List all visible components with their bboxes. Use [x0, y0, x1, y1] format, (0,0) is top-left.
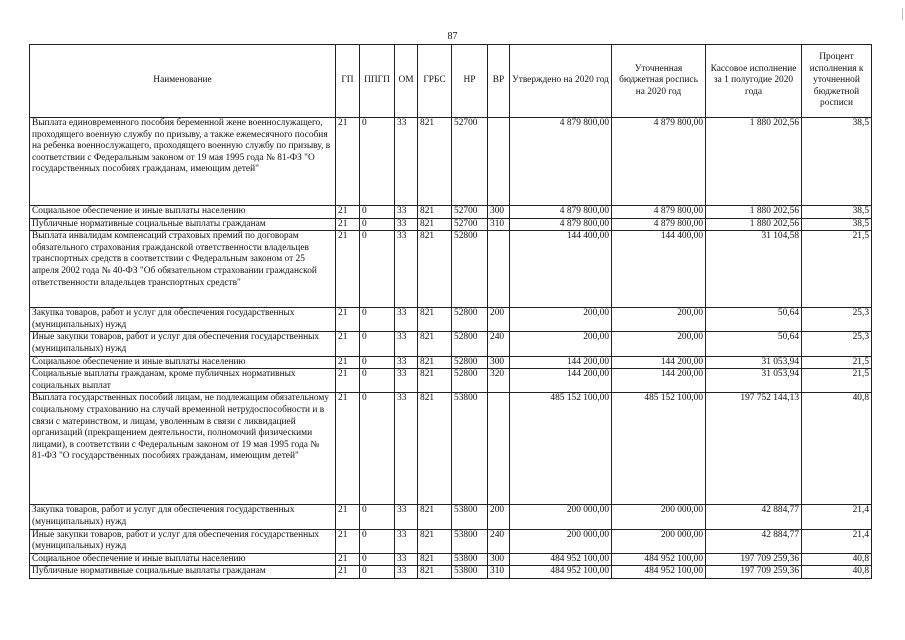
cell-gp: 21 [336, 332, 360, 356]
header-grbs: ГРБС [418, 45, 452, 118]
header-percent: Процент исполнения к уточненной бюджетной росписи [802, 45, 872, 118]
cell-nr: 52800 [452, 231, 488, 308]
page-edge-mark [902, 8, 903, 20]
cell-om: 33 [395, 369, 418, 393]
cell-om: 33 [395, 393, 418, 505]
cell-ppgp: 0 [360, 118, 395, 206]
cell-name: Выплата инвалидам компенсаций страховых премий по договорам обязательного страхования гражданской ответственности владельцев транспортных средств в соответствии с Федеральным законом от 25 апреля 2002 года № 40-ФЗ "Об обязательном страховании гражданской ответственности владельцев транспортных средств" [30, 231, 336, 308]
table-row [30, 369, 872, 393]
table-row [30, 206, 872, 219]
cell-cash: 42 884,77 [706, 529, 802, 553]
cell-approved: 200 000,00 [510, 529, 612, 553]
cell-gp: 21 [336, 231, 360, 308]
cell-name: Публичные нормативные социальные выплаты гражданам [30, 566, 336, 579]
cell-nr: 53800 [452, 393, 488, 505]
cell-approved: 4 879 800,00 [510, 118, 612, 206]
cell-om: 33 [395, 218, 418, 231]
cell-grbs: 821 [418, 553, 452, 566]
cell-om: 33 [395, 566, 418, 579]
cell-om: 33 [395, 118, 418, 206]
cell-name: Выплата единовременного пособия беременной жене военнослужащего, проходящего военную службу по призыву, а также ежемесячного пособия на ребенка военнослужащего, проходящего военную службу по призыву, в соответствии с Федеральным законом от 19 мая 1995 года № 81-ФЗ "О государственных пособиях гражданам, имеющим детей" [30, 118, 336, 206]
cell-refined: 200 000,00 [612, 505, 706, 529]
table-row [30, 553, 872, 566]
cell-nr: 53800 [452, 529, 488, 553]
cell-cash: 197 709 259,36 [706, 553, 802, 566]
cell-cash: 50,64 [706, 332, 802, 356]
cell-cash: 31 053,94 [706, 369, 802, 393]
cell-approved: 4 879 800,00 [510, 206, 612, 219]
cell-percent: 21,4 [802, 529, 872, 553]
cell-vr: 240 [488, 529, 510, 553]
cell-approved: 200,00 [510, 332, 612, 356]
cell-grbs: 821 [418, 356, 452, 369]
cell-refined: 4 879 800,00 [612, 218, 706, 231]
cell-gp: 21 [336, 393, 360, 505]
cell-approved: 4 879 800,00 [510, 218, 612, 231]
cell-vr: 200 [488, 505, 510, 529]
cell-nr: 52700 [452, 118, 488, 206]
cell-refined: 144 400,00 [612, 231, 706, 308]
header-om: ОМ [395, 45, 418, 118]
cell-ppgp: 0 [360, 332, 395, 356]
cell-cash: 197 752 144,13 [706, 393, 802, 505]
table-row [30, 231, 872, 308]
cell-om: 33 [395, 206, 418, 219]
cell-percent: 21,5 [802, 356, 872, 369]
header-nr: НР [452, 45, 488, 118]
cell-approved: 144 400,00 [510, 231, 612, 308]
cell-percent: 25,3 [802, 332, 872, 356]
cell-approved: 484 952 100,00 [510, 553, 612, 566]
cell-name: Закупка товаров, работ и услуг для обеспечения государственных (муниципальных) нужд [30, 308, 336, 332]
header-gp: ГП [336, 45, 360, 118]
cell-vr: 300 [488, 206, 510, 219]
cell-ppgp: 0 [360, 566, 395, 579]
cell-ppgp: 0 [360, 308, 395, 332]
cell-cash: 1 880 202,56 [706, 206, 802, 219]
cell-nr: 52700 [452, 206, 488, 219]
cell-percent: 38,5 [802, 218, 872, 231]
cell-nr: 52800 [452, 356, 488, 369]
cell-cash: 1 880 202,56 [706, 218, 802, 231]
cell-gp: 21 [336, 118, 360, 206]
header-vr: ВР [488, 45, 510, 118]
cell-refined: 144 200,00 [612, 356, 706, 369]
cell-ppgp: 0 [360, 505, 395, 529]
cell-percent: 21,5 [802, 369, 872, 393]
budget-table [29, 44, 872, 579]
cell-vr [488, 118, 510, 206]
cell-nr: 52700 [452, 218, 488, 231]
header-name: Наименование [30, 45, 336, 118]
cell-grbs: 821 [418, 369, 452, 393]
cell-name: Иные закупки товаров, работ и услуг для обеспечения государственных (муниципальных) нужд [30, 529, 336, 553]
cell-refined: 4 879 800,00 [612, 118, 706, 206]
cell-vr: 310 [488, 566, 510, 579]
cell-grbs: 821 [418, 308, 452, 332]
cell-name: Выплата государственных пособий лицам, не подлежащим обязательному социальному страхованию на случай временной нетрудоспособности и в связи с материнством, и лицам, уволенным в связи с ликвидацией организаций (прекращением деятельности, полномочий физическими лицами), в соответствии с Федеральным законом от 19 мая 1995 года № 81-ФЗ "О государственных пособиях гражданам, имеющим детей" [30, 393, 336, 505]
cell-grbs: 821 [418, 231, 452, 308]
header-refined: Уточненная бюджетная роспись на 2020 год [612, 45, 706, 118]
cell-refined: 4 879 800,00 [612, 206, 706, 219]
cell-percent: 21,5 [802, 231, 872, 308]
cell-om: 33 [395, 356, 418, 369]
cell-vr: 200 [488, 308, 510, 332]
cell-grbs: 821 [418, 332, 452, 356]
cell-vr: 320 [488, 369, 510, 393]
cell-approved: 200 000,00 [510, 505, 612, 529]
cell-gp: 21 [336, 308, 360, 332]
table-row [30, 529, 872, 553]
cell-gp: 21 [336, 529, 360, 553]
table-row [30, 218, 872, 231]
cell-gp: 21 [336, 505, 360, 529]
cell-refined: 144 200,00 [612, 369, 706, 393]
cell-om: 33 [395, 231, 418, 308]
cell-nr: 53800 [452, 505, 488, 529]
cell-cash: 1 880 202,56 [706, 118, 802, 206]
cell-refined: 200 000,00 [612, 529, 706, 553]
cell-ppgp: 0 [360, 393, 395, 505]
cell-vr: 300 [488, 553, 510, 566]
cell-ppgp: 0 [360, 369, 395, 393]
cell-name: Публичные нормативные социальные выплаты гражданам [30, 218, 336, 231]
cell-ppgp: 0 [360, 231, 395, 308]
cell-name: Социальные выплаты гражданам, кроме публичных нормативных социальных выплат [30, 369, 336, 393]
cell-approved: 144 200,00 [510, 356, 612, 369]
cell-approved: 200,00 [510, 308, 612, 332]
cell-nr: 53800 [452, 566, 488, 579]
cell-name: Закупка товаров, работ и услуг для обеспечения государственных (муниципальных) нужд [30, 505, 336, 529]
cell-grbs: 821 [418, 393, 452, 505]
cell-percent: 40,8 [802, 566, 872, 579]
cell-percent: 25,3 [802, 308, 872, 332]
cell-ppgp: 0 [360, 553, 395, 566]
cell-vr: 300 [488, 356, 510, 369]
cell-name: Иные закупки товаров, работ и услуг для обеспечения государственных (муниципальных) нужд [30, 332, 336, 356]
cell-vr: 240 [488, 332, 510, 356]
header-cash: Кассовое исполнение за 1 полугодие 2020 года [706, 45, 802, 118]
cell-vr: 310 [488, 218, 510, 231]
cell-nr: 52800 [452, 332, 488, 356]
cell-refined: 484 952 100,00 [612, 566, 706, 579]
cell-gp: 21 [336, 206, 360, 219]
cell-gp: 21 [336, 369, 360, 393]
cell-gp: 21 [336, 218, 360, 231]
header-approved: Утверждено на 2020 год [510, 45, 612, 118]
cell-name: Социальное обеспечение и иные выплаты населению [30, 356, 336, 369]
cell-refined: 484 952 100,00 [612, 553, 706, 566]
cell-grbs: 821 [418, 529, 452, 553]
cell-grbs: 821 [418, 206, 452, 219]
cell-grbs: 821 [418, 118, 452, 206]
cell-om: 33 [395, 505, 418, 529]
cell-nr: 52800 [452, 308, 488, 332]
cell-grbs: 821 [418, 218, 452, 231]
cell-percent: 40,8 [802, 393, 872, 505]
cell-cash: 31 104,58 [706, 231, 802, 308]
cell-approved: 144 200,00 [510, 369, 612, 393]
cell-approved: 485 152 100,00 [510, 393, 612, 505]
cell-grbs: 821 [418, 566, 452, 579]
table-row [30, 393, 872, 505]
table-row [30, 566, 872, 579]
cell-ppgp: 0 [360, 206, 395, 219]
cell-om: 33 [395, 332, 418, 356]
cell-cash: 197 709 259,36 [706, 566, 802, 579]
cell-vr [488, 231, 510, 308]
cell-nr: 53800 [452, 553, 488, 566]
cell-refined: 485 152 100,00 [612, 393, 706, 505]
table-row [30, 356, 872, 369]
cell-name: Социальное обеспечение и иные выплаты населению [30, 206, 336, 219]
cell-ppgp: 0 [360, 218, 395, 231]
cell-grbs: 821 [418, 505, 452, 529]
cell-om: 33 [395, 529, 418, 553]
cell-gp: 21 [336, 356, 360, 369]
table-row [30, 332, 872, 356]
cell-gp: 21 [336, 566, 360, 579]
table-body [30, 118, 872, 579]
cell-ppgp: 0 [360, 356, 395, 369]
cell-cash: 42 884,77 [706, 505, 802, 529]
cell-om: 33 [395, 553, 418, 566]
table-row [30, 308, 872, 332]
table-row [30, 505, 872, 529]
header-row [30, 45, 872, 118]
cell-vr [488, 393, 510, 505]
cell-percent: 40,8 [802, 553, 872, 566]
cell-percent: 38,5 [802, 118, 872, 206]
cell-nr: 52800 [452, 369, 488, 393]
cell-percent: 38,5 [802, 206, 872, 219]
header-ppgp: ППГП [360, 45, 395, 118]
cell-percent: 21,4 [802, 505, 872, 529]
cell-refined: 200,00 [612, 332, 706, 356]
cell-om: 33 [395, 308, 418, 332]
cell-refined: 200,00 [612, 308, 706, 332]
cell-approved: 484 952 100,00 [510, 566, 612, 579]
cell-gp: 21 [336, 553, 360, 566]
cell-cash: 50,64 [706, 308, 802, 332]
cell-cash: 31 053,94 [706, 356, 802, 369]
cell-ppgp: 0 [360, 529, 395, 553]
page-number: 87 [447, 31, 458, 42]
cell-name: Социальное обеспечение и иные выплаты населению [30, 553, 336, 566]
table-row [30, 118, 872, 206]
